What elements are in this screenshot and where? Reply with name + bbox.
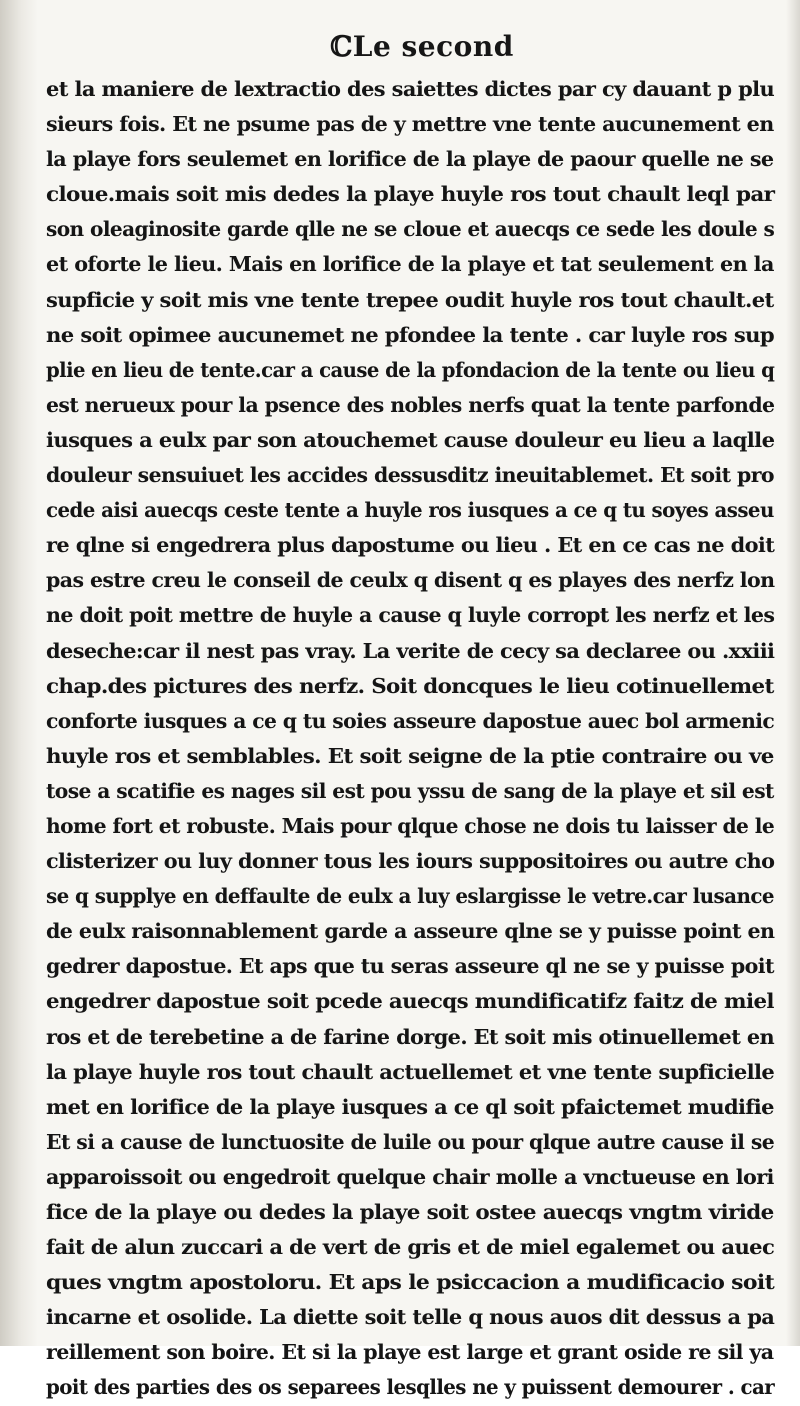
text-line: ques vngtm apostoloru. Et aps le psiccacion a mudificacio soit [46,1270,775,1295]
text-line: et la maniere de lextractio des saiettes dictes par cy dauant p plu [46,77,775,101]
text-line: plie en lieu de tente.car a cause de la pfondacion de la tente ou lieu q [46,357,775,382]
text-line: home fort et robuste. Mais pour qlque chose ne dois tu laisser de le [46,813,775,838]
text-line: tose a scatifie es nages sil est pou yssu de sang de la playe et sil est [46,778,774,803]
text-line: sieurs fois. Et ne psume pas de y mettre vne tente aucunement en [46,112,774,137]
text-line: son oleaginosite garde qlle ne se cloue et auecqs ce sede les doule s [46,217,775,242]
text-line: reillement son boire. Et si la playe est large et grant oside re sil ya [46,1340,774,1365]
text-line: Et si a cause de lunctuosite de luile ou pour qlque autre cause il se [46,1129,775,1154]
text-line: se q supplye en deffaulte de eulx a luy eslargisse le vetre.car lusance [46,884,774,909]
text-line: est nerueux pour la psence des nobles nerfs quat la tente parfonde [46,392,775,417]
text-line: huyle ros et semblables. Et soit seigne de la ptie contraire ou ve [46,743,774,768]
text-line: pas estre creu le conseil de ceulx q disent q es playes des nerfz lon [46,568,775,593]
text-line: cede aisi auecqs ceste tente a huyle ros iusques a ce q tu soyes asseu [46,498,774,523]
text-line: douleur sensuiuet les accides dessusditz ineuitablemet. Et soit pro [46,463,774,488]
text-line: clisterizer ou luy donner tous les iours suppositoires ou autre cho [46,849,775,874]
text-line: la playe huyle ros tout chault actuellemet et vne tente supficielle [46,1059,775,1084]
text-line: supficie y soit mis vne tente trepee oudit huyle ros tout chault.et [46,287,774,312]
text-line: conforte iusques a ce q tu soies asseure dapostue auec bol armenic [46,708,775,733]
text-line: ros et de terebetine a de farine dorge. Et soit mis otinuellemet en [46,1024,775,1049]
text-line: chap.des pictures des nerfz. Soit doncques le lieu cotinuellemet [46,673,774,698]
text-line: iusques a eulx par son atouchemet cause douleur eu lieu a laqlle [46,427,775,452]
text-line: deseche:car il nest pas vray. La verite de cecy sa declaree ou .xxiii [46,638,775,663]
text-line: met en lorifice de la playe iusques a ce ql soit pfaictemet mudifie [46,1094,774,1119]
text-line: fait de alun zuccari a de vert de gris et de miel egalemet ou auec [46,1235,775,1260]
text-line: de eulx raisonnablement garde a asseure qlne se y puisse point en [46,919,775,944]
text-line: apparoissoit ou engedroit quelque chair molle a vnctueuse en lori [46,1164,774,1189]
text-line: re qlne si engedrera plus dapostume ou lieu . Et en ce cas ne doit [46,533,775,558]
text-line: ne doit poit mettre de huyle a cause q luyle corropt les nerfz et les [46,603,775,628]
text-line: la playe fors seulemet en lorifice de la playe de paour quelle ne se [46,147,774,172]
text-line: gedrer dapostue. Et aps que tu seras asseure ql ne se y puisse poit [46,954,774,979]
binding-shadow [0,0,38,1346]
text-line: poit des parties des os separees lesqlles ne y puissent demourer . car [46,1375,775,1400]
text-line: cloue.mais soit mis dedes la playe huyle ros tout chault leql par [46,182,775,207]
text-line: engedrer dapostue soit pcede auecqs mundificatifz faitz de miel [46,989,774,1014]
text-line: fice de la playe ou dedes la playe soit ostee auecqs vngtm viride [46,1200,774,1224]
page-edge [786,0,800,1346]
text-line: incarne et osolide. La diette soit telle q nous auos dit dessus a pa [46,1305,775,1330]
running-head: ℂLe second [330,30,514,63]
blackletter-text-block [46,72,774,1406]
text-line: ne soit opimee aucunemet ne pfondee la tente . car luyle ros sup [46,322,775,347]
text-line: et oforte le lieu. Mais en lorifice de la playe et tat seulement en la [46,252,774,277]
